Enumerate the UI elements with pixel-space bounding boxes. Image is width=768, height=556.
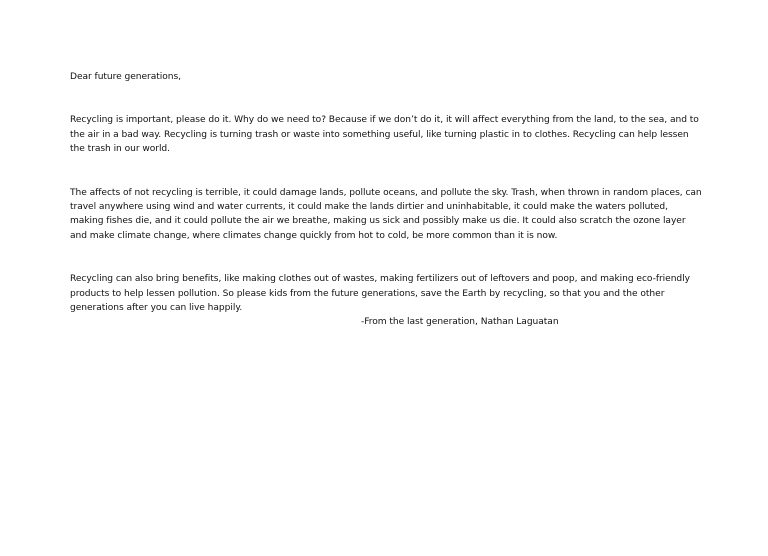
paragraph-recycling-importance: Recycling is important, please do it. Why do we need to? Because if we don’t do it, it will affect everything from the land, to the sea, and to the air in a bad way. Recycling is turning trash or waste into something useful, like turning plastic in to clothes. Recycling can help lessen the trash in our world. bbox=[70, 115, 699, 155]
paragraph-recycling-benefits: Recycling can also bring benefits, like making clothes out of wastes, making fertilizers out of leftovers and poop, and making eco-friendly products to help lessen pollution. So please kids from the future generations, save the Earth by recycling, so that you and the other generations after you can live happily. bbox=[70, 274, 690, 314]
letter-signature: -From the last generation, Nathan Laguatan bbox=[361, 317, 559, 328]
paragraph-effects-of-not-recycling: The affects of not recycling is terrible, it could damage lands, pollute oceans, and pollute the sky. Trash, when thrown in random places, can travel anywhere using wind and water currents, it could make the lands dirtier and uninhabitable, it could make the waters polluted, making fishes die, and it could pollute the air we breathe, making us sick and possibly make us die. It could also scratch the ozone layer and make climate change, where climates change quickly from hot to cold, be more common than it is now. bbox=[70, 187, 702, 241]
letter-body bbox=[70, 70, 702, 330]
letter-greeting: Dear future generations, bbox=[70, 72, 182, 82]
